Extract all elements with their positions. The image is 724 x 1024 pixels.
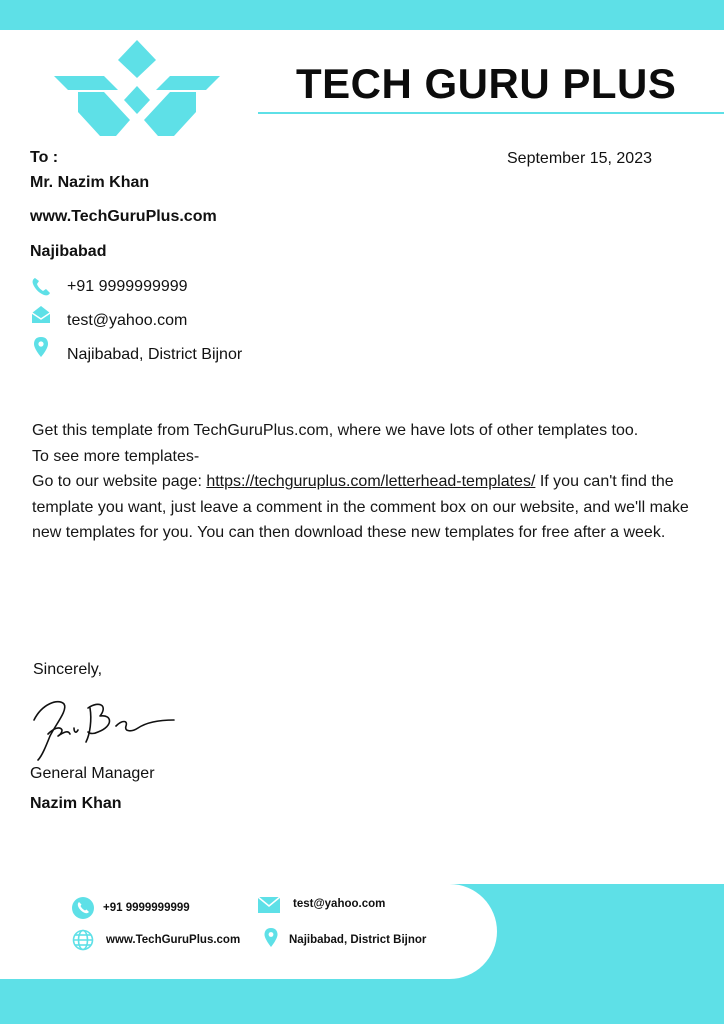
body-line-3-suffix: If you can't find the template you want, just leave a comment in the comment box on our website, and we'll make new templates for you. You can then download these new templates for free after a week. [32,473,689,541]
contact-email: test@yahoo.com [67,312,188,329]
recipient-name: Mr. Nazim Khan [30,174,150,191]
footer-envelope-icon [258,894,280,916]
footer-email: test@yahoo.com [293,898,386,910]
map-pin-icon [31,336,51,358]
recipient-website: www.TechGuruPlus.com [30,208,217,225]
templates-link[interactable]: https://techguruplus.com/letterhead-templates/ [206,473,536,490]
signer-name: Nazim Khan [30,795,122,812]
contact-address: Najibabad, District Bijnor [67,346,243,363]
body-line-1: Get this template from TechGuruPlus.com, where we have lots of other templates too. [32,422,639,439]
footer-website: www.TechGuruPlus.com [106,934,241,946]
body-line-2: To see more templates- [32,447,200,465]
to-label: To : [30,149,59,166]
header-rule [258,112,724,114]
signature [28,690,178,762]
signer-title: General Manager [30,765,155,782]
letter-body [32,418,700,546]
company-logo [52,40,222,140]
body-line-3-prefix: Go to our website page: [32,473,207,490]
footer-address: Najibabad, District Bijnor [289,934,427,946]
footer-phone-icon [72,897,94,919]
top-accent-bar [0,0,724,30]
footer-map-pin-icon [260,927,282,949]
footer-phone: +91 9999999999 [103,902,190,914]
contact-phone: +91 9999999999 [67,278,188,295]
salutation: Sincerely, [33,661,103,678]
body-paragraph [32,469,700,546]
recipient-city: Najibabad [30,243,107,260]
envelope-icon [31,305,51,327]
phone-icon [31,276,51,298]
footer-globe-icon [72,929,94,951]
letter-date: September 15, 2023 [507,150,652,167]
company-name: TECH GURU PLUS [296,60,677,107]
